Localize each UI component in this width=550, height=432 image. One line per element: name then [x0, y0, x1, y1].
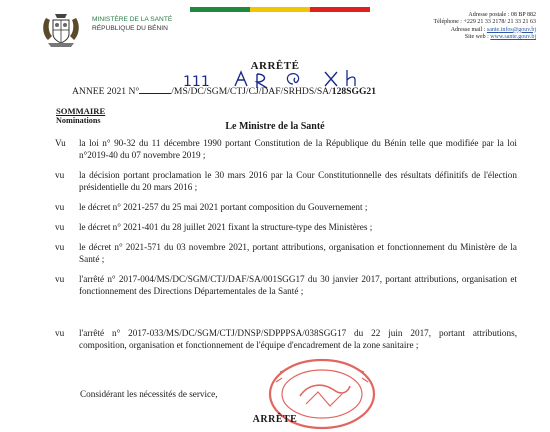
considerant-text: le décret n° 2021-401 du 28 juillet 2021 fixant la structure-type des Ministères ;	[79, 222, 373, 232]
summary-item: Nominations	[56, 116, 101, 125]
considerant-text: l'arrêté n° 2017-004/MS/DC/SGM/CTJ/DAF/SA/001SGG17 du 30 janvier 2017, portant attributions, organisation et fonctionnement des Directions Départementales de la Santé ;	[79, 274, 517, 296]
republic-name: RÉPUBLIQUE DU BÉNIN	[92, 25, 168, 32]
considerant-item	[55, 170, 517, 194]
considerant-word: vu	[55, 274, 65, 284]
benin-coat-of-arms-icon	[38, 12, 84, 48]
considerant-text: la loi n° 90-32 du 11 décembre 1990 portant Constitution de la République du Bénin telle que modifiée par la loi n°2019-40 du 07 novembre 2019 ;	[79, 138, 517, 160]
document-title: ARRÊTÉ	[250, 60, 300, 72]
considerant-word: Vu	[55, 138, 66, 148]
considerant-text: le décret n° 2021-257 du 25 mai 2021 portant composition du Gouvernement ;	[79, 202, 368, 212]
postal-address: Adresse postale : 08 BP 882	[468, 12, 536, 18]
website-label: Site web :	[464, 33, 491, 40]
considerant-statement: Considérant les nécessités de service,	[80, 389, 218, 399]
considerant-item	[55, 274, 517, 298]
reference-number	[72, 85, 376, 97]
considerant-item	[55, 222, 517, 234]
contact-block	[433, 12, 536, 41]
considerant-word: vu	[55, 170, 65, 180]
flag-stripe	[190, 7, 370, 12]
considerant-text: l'arrêté n° 2017-033/MS/DC/SGM/CTJ/DNSP/SDPPPSA/038SGG17 du 22 juin 2017, portant attributions, composition, organisation et fonctionnement de l'équipe d'encadrement de la zone sanitaire ;	[79, 328, 517, 350]
considerant-item	[55, 138, 517, 162]
considerant-item	[55, 328, 517, 352]
considerant-word: vu	[55, 222, 65, 232]
email-label: Adresse mail :	[450, 26, 487, 33]
summary-title: SOMMAIRE	[56, 106, 106, 116]
considerant-word: vu	[55, 328, 65, 338]
considerant-word: vu	[55, 242, 65, 252]
reference-blank	[139, 85, 171, 94]
email-line	[433, 27, 536, 34]
handwritten-number: 111	[183, 74, 210, 90]
considerant-text: le décret n° 2021-571 du 03 novembre 2021, portant attributions, organisation et fonctionnement du Ministère de la Santé ;	[79, 242, 517, 264]
considerant-word: vu	[55, 202, 65, 212]
decree-heading: ARRÊTE	[252, 414, 298, 425]
flag-yellow	[250, 7, 310, 12]
considerant-item	[55, 242, 517, 266]
flag-red	[310, 7, 370, 12]
website-link[interactable]: www.sante.gouv.bj	[490, 33, 536, 40]
considerant-item	[55, 202, 517, 214]
authority-title: Le Ministre de la Santé	[225, 121, 325, 132]
flag-green	[190, 7, 250, 12]
website-line	[433, 34, 536, 41]
reference-path: /MS/DC/SGM/CTJ/CJ/DAF/SRHDS/SA/	[171, 86, 332, 97]
email-link[interactable]: sante.infos@gouv.bj	[486, 26, 536, 33]
phone-number: Téléphone : +229 21 33 2178/ 21 33 21 63	[433, 19, 536, 26]
ministry-header	[92, 15, 172, 33]
reference-prefix: ANNEE 2021 N°	[72, 86, 140, 97]
reference-code: 128SGG21	[331, 86, 377, 97]
ministry-name: MINISTÈRE DE LA SANTÉ	[92, 16, 173, 23]
considerant-text: la décision portant proclamation le 30 mars 2016 par la Cour Constitutionnelle des résultats définitifs de l'élection présidentielle du 20 mars 2016 ;	[79, 170, 517, 192]
